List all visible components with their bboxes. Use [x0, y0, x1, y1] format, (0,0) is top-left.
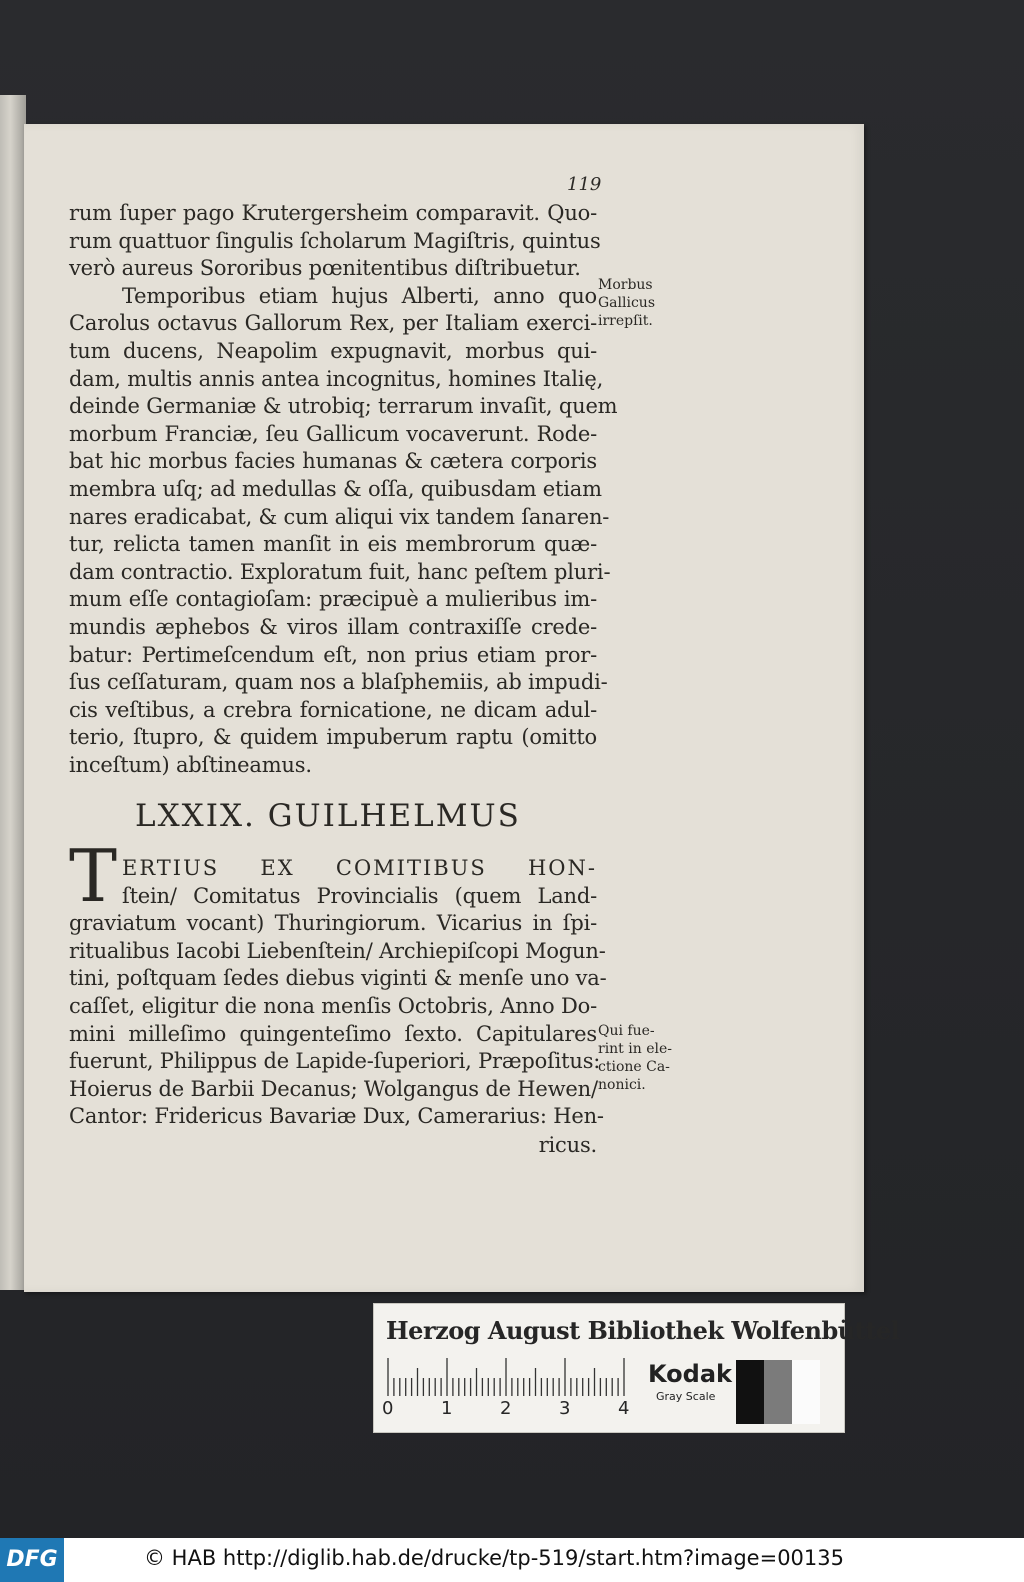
text-line: dam, multis annis antea incognitus, homines Italię,	[69, 366, 604, 391]
text-line: ERTIUS EX COMITIBUS HON-	[122, 856, 597, 880]
text-line: deinde Germaniæ & utrobiq; terrarum invaſit, quem	[69, 394, 618, 419]
text-line: Cantor: Fridericus Bavariæ Dux, Camerarius: Hen-	[69, 1104, 604, 1129]
gray-scale-text: Gray Scale	[656, 1390, 716, 1403]
page-number: 119	[567, 174, 602, 195]
text-line: fuerunt, Philippus de Lapide-ſuperiori, Præpoſitus:	[69, 1049, 601, 1074]
marginal-line: Morbus	[598, 277, 653, 293]
text-line: tum ducens, Neapolim expugnavit, morbus qui-	[69, 339, 597, 363]
ruler-number: 0	[382, 1398, 394, 1419]
text-line: morbum Franciæ, ſeu Gallicum vocaverunt. Rode-	[69, 421, 597, 446]
text-line: Hoierus de Barbii Decanus; Wolgangus de Hewen/	[69, 1076, 598, 1101]
text-line: Temporibus etiam hujus Alberti, anno quo	[122, 283, 597, 308]
text-line: rum quattuor ſingulis ſcholarum Magiſtris, quintus	[69, 228, 601, 253]
kodak-brand: Kodak	[648, 1360, 732, 1388]
text-line: bat hic morbus facies humanas & cætera corporis	[69, 449, 597, 474]
text-line: mundis æphebos & viros illam contraxiſſe crede-	[69, 615, 597, 639]
gray-swatch-mid	[764, 1360, 792, 1424]
copyright-link[interactable]: © HAB http://diglib.hab.de/drucke/tp-519/start.htm?image=00135	[144, 1546, 844, 1570]
gray-swatch-black	[736, 1360, 764, 1424]
marginal-line: Qui fue-	[598, 1023, 655, 1039]
text-line: inceſtum) abſtineamus.	[69, 753, 312, 777]
text-line: tur, relicta tamen manſit in eis membrorum quæ-	[69, 532, 597, 557]
marginal-line: Gallicus	[598, 295, 656, 311]
ruler-number: 3	[559, 1398, 571, 1419]
facing-page-edge	[0, 95, 26, 1290]
marginal-line: rint in ele-	[598, 1041, 672, 1057]
text-line: mini milleſimo quingenteſimo ſexto. Capitulares	[69, 1021, 597, 1046]
text-line: dam contractio. Exploratum fuit, hanc peſtem pluri-	[69, 559, 611, 584]
marginal-line: irrepſit.	[598, 313, 653, 329]
text-line: verò aureus Sororibus pœnitentibus diſtribuetur.	[69, 256, 581, 281]
library-color-card	[373, 1303, 900, 1433]
text-line: tini, poſtquam ſedes diebus viginti & menſe uno va-	[69, 966, 607, 991]
text-line: mum eſſe contagioſam: præcipuè a mulieribus im-	[69, 587, 597, 612]
text-line: caſſet, eligitur die nona menſis Octobris, Anno Do-	[69, 994, 597, 1018]
text-line: nares eradicabat, & cum aliqui vix tandem ſanaren-	[69, 504, 610, 529]
chapter-heading: LXXIX. GUILHELMUS	[135, 798, 521, 834]
marginal-line: nonici.	[598, 1077, 646, 1093]
footer-bar	[0, 1538, 1024, 1582]
text-line: ritualibus Iacobi Liebenſtein/ Archiepiſcopi Mogun-	[69, 938, 606, 963]
text-line: Carolus octavus Gallorum Rex, per Italiam exerci-	[69, 311, 597, 336]
text-line: membra uſq; ad medullas & oſſa, quibusdam etiam	[69, 477, 602, 501]
text-line: rum ſuper pago Krutergersheim comparavit. Quo-	[69, 201, 597, 225]
text-line: ſus ceſſaturam, quam nos a blaſphemiis, ab impudi-	[69, 670, 608, 695]
library-name: Herzog August Bibliothek Wolfenbüttel	[386, 1316, 900, 1345]
ruler-number: 4	[618, 1398, 630, 1419]
marginal-line: ctione Ca-	[598, 1059, 670, 1075]
catchword: ricus.	[538, 1133, 597, 1157]
ruler-number: 1	[441, 1398, 453, 1419]
text-line: cis veſtibus, a crebra fornicatione, ne dicam adul-	[69, 697, 597, 722]
text-line: graviatum vocant) Thuringiorum. Vicarius in ſpi-	[69, 911, 597, 936]
text-line: terio, ſtupro, & quidem impuberum raptu (omitto	[69, 725, 597, 750]
gray-swatch-white	[792, 1360, 820, 1424]
ruler-number: 2	[500, 1398, 512, 1419]
text-line: batur: Pertimeſcendum eſt, non prius etiam pror-	[69, 642, 597, 667]
dfg-logo: DFG	[0, 1538, 64, 1582]
text-line: ſtein/ Comitatus Provincialis (quem Land-	[122, 883, 597, 908]
drop-capital: T	[69, 834, 118, 918]
ruler-scale-icon	[386, 1356, 626, 1396]
